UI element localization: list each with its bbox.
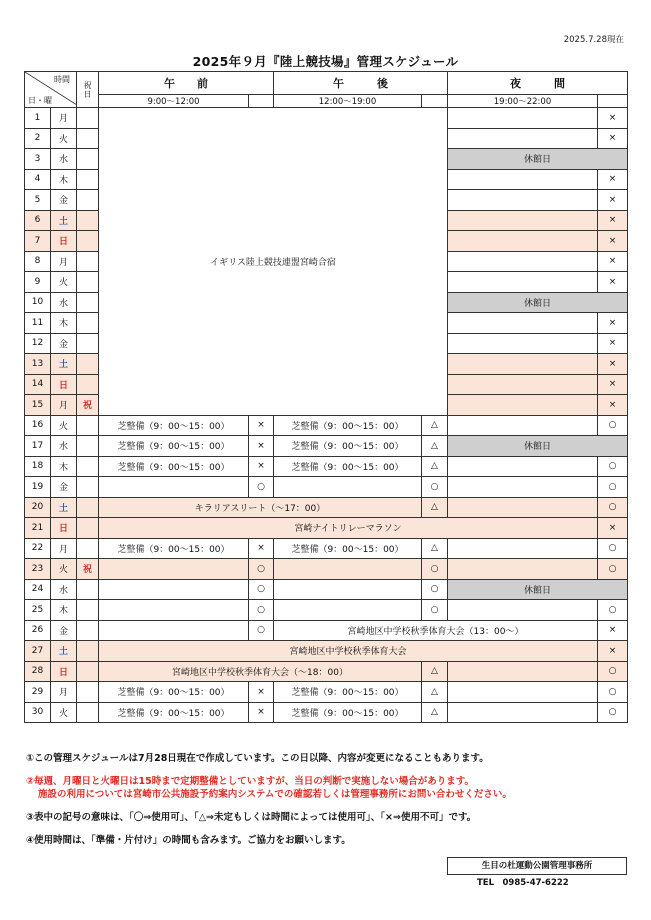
night-mark-cell: ○ (598, 661, 628, 682)
day-cell: 23 (25, 559, 51, 580)
morning-mark-header (249, 95, 274, 108)
night-activity-cell (448, 169, 598, 190)
holiday-cell (77, 620, 99, 641)
night-mark-cell: ○ (598, 682, 628, 703)
weekday-cell: 金 (51, 190, 77, 211)
day-cell: 6 (25, 210, 51, 231)
day-cell: 11 (25, 313, 51, 334)
weekday-cell: 金 (51, 333, 77, 354)
morning-activity-cell (99, 620, 249, 641)
office-tel: TEL 0985-47-6222 (477, 878, 569, 888)
weekday-cell: 土 (51, 354, 77, 375)
table-row (25, 108, 628, 129)
holiday-cell (77, 538, 99, 559)
holiday-cell (77, 682, 99, 703)
weekday-cell: 月 (51, 251, 77, 272)
day-cell: 4 (25, 169, 51, 190)
event-cell: キラリアスリート（～17：00） (99, 497, 422, 518)
holiday-cell (77, 641, 99, 662)
day-cell: 10 (25, 292, 51, 313)
night-mark-cell: × (598, 210, 628, 231)
day-cell: 7 (25, 231, 51, 252)
time-label: 時間 (54, 75, 70, 84)
weekday-cell: 土 (51, 641, 77, 662)
weekday-cell: 水 (51, 149, 77, 170)
holiday-cell (77, 190, 99, 211)
afternoon-activity-cell: 芝整備（9：00～15：00） (274, 415, 422, 436)
afternoon-mark-cell: △ (422, 702, 448, 723)
weekday-cell: 水 (51, 436, 77, 457)
day-cell: 25 (25, 600, 51, 621)
night-activity-cell (448, 600, 598, 621)
holiday-cell: 祝 (77, 395, 99, 416)
night-mark-cell: × (598, 190, 628, 211)
weekday-cell: 火 (51, 415, 77, 436)
morning-activity-cell: 芝整備（9：00～15：00） (99, 456, 249, 477)
night-activity-cell (448, 374, 598, 395)
holiday-cell (77, 661, 99, 682)
day-cell: 30 (25, 702, 51, 723)
holiday-cell (77, 210, 99, 231)
night-mark-cell: ○ (598, 559, 628, 580)
afternoon-activity-cell: 芝整備（9：00～15：00） (274, 456, 422, 477)
weekday-cell: 火 (51, 702, 77, 723)
night-mark-cell: ○ (598, 477, 628, 498)
day-cell: 27 (25, 641, 51, 662)
afternoon-mark-header (422, 95, 448, 108)
weekday-cell: 木 (51, 600, 77, 621)
schedule-table (24, 71, 628, 723)
morning-mark-cell: ○ (249, 559, 274, 580)
day-cell: 12 (25, 333, 51, 354)
night-mark-cell: × (598, 313, 628, 334)
holiday-cell (77, 456, 99, 477)
night-header: 夜 間 (448, 72, 628, 95)
holiday-cell (77, 477, 99, 498)
holiday-cell (77, 354, 99, 375)
day-cell: 3 (25, 149, 51, 170)
holiday-cell (77, 313, 99, 334)
night-mark-cell: ○ (598, 702, 628, 723)
night-activity-cell: 休館日 (448, 149, 628, 170)
night-activity-cell (448, 538, 598, 559)
night-activity-cell (448, 354, 598, 375)
day-cell: 1 (25, 108, 51, 129)
table-row (25, 436, 628, 457)
holiday-cell (77, 169, 99, 190)
holiday-cell (77, 251, 99, 272)
event-cell: イギリス陸上競技連盟宮崎合宿 (99, 108, 448, 416)
night-mark-cell: × (598, 395, 628, 416)
weekday-cell: 土 (51, 497, 77, 518)
notes (26, 752, 626, 857)
morning-activity-cell: 芝整備（9：00～15：00） (99, 415, 249, 436)
night-mark-cell: ○ (598, 456, 628, 477)
weekday-cell: 火 (51, 128, 77, 149)
note-1: ①この管理スケジュールは7月28日現在で作成しています。この日以降、内容が変更になることもあります。 (26, 753, 489, 764)
afternoon-mark-cell: ○ (422, 477, 448, 498)
weekday-cell: 火 (51, 272, 77, 293)
table-row (25, 497, 628, 518)
morning-activity-cell (99, 477, 249, 498)
holiday-cell (77, 579, 99, 600)
note-2-line2: 施設の利用については宮崎市公共施設予約案内システムでの確認若しくは管理事務所にお問い合わせください。 (38, 789, 512, 800)
holiday-cell (77, 436, 99, 457)
night-mark-cell: × (598, 354, 628, 375)
night-activity-cell (448, 661, 598, 682)
night-activity-cell (448, 456, 598, 477)
day-cell: 18 (25, 456, 51, 477)
holiday-cell (77, 374, 99, 395)
table-row (25, 579, 628, 600)
event-cell: 宮崎地区中学校秋季体育大会 (99, 641, 598, 662)
note-2-line1: ②毎週、月曜日と火曜日は15時まで定期整備としていますが、当日の判断で実施しない場合があります。 (26, 776, 475, 787)
morning-mark-cell: × (249, 415, 274, 436)
morning-activity-cell: 芝整備（9：00～15：00） (99, 436, 249, 457)
updated-date: 2025.7.28現在 (563, 35, 624, 45)
weekday-cell: 水 (51, 579, 77, 600)
day-cell: 9 (25, 272, 51, 293)
holiday-cell (77, 702, 99, 723)
afternoon-time: 12:00～19:00 (274, 95, 422, 108)
table-row (25, 620, 628, 641)
night-activity-cell (448, 210, 598, 231)
night-mark-cell: × (598, 128, 628, 149)
day-cell: 21 (25, 518, 51, 539)
morning-mark-cell: × (249, 456, 274, 477)
night-activity-cell (448, 497, 598, 518)
table-row (25, 518, 628, 539)
day-cell: 28 (25, 661, 51, 682)
afternoon-mark-cell: △ (422, 415, 448, 436)
night-mark-cell: × (598, 108, 628, 129)
event-cell: 宮崎地区中学校秋季体育大会（～18：00） (99, 661, 422, 682)
afternoon-activity-cell: 芝整備（9：00～15：00） (274, 682, 422, 703)
weekday-cell: 日 (51, 231, 77, 252)
night-activity-cell (448, 108, 598, 129)
morning-mark-cell: × (249, 436, 274, 457)
table-row (25, 559, 628, 580)
weekday-cell: 木 (51, 313, 77, 334)
weekday-cell: 土 (51, 210, 77, 231)
corner-header (25, 72, 77, 108)
night-mark-header (598, 95, 628, 108)
night-activity-cell: 休館日 (448, 579, 628, 600)
weekday-cell: 月 (51, 682, 77, 703)
night-activity-cell (448, 477, 598, 498)
morning-activity-cell: 芝整備（9：00～15：00） (99, 682, 249, 703)
weekday-cell: 木 (51, 456, 77, 477)
night-activity-cell (448, 313, 598, 334)
weekday-cell: 日 (51, 661, 77, 682)
day-cell: 22 (25, 538, 51, 559)
day-cell: 26 (25, 620, 51, 641)
day-cell: 2 (25, 128, 51, 149)
afternoon-activity-cell (274, 477, 422, 498)
afternoon-activity-cell (274, 559, 422, 580)
holiday-cell (77, 108, 99, 129)
weekday-cell: 水 (51, 292, 77, 313)
afternoon-activity-cell: 芝整備（9：00～15：00） (274, 702, 422, 723)
afternoon-mark-cell: ○ (422, 559, 448, 580)
day-cell: 20 (25, 497, 51, 518)
day-cell: 29 (25, 682, 51, 703)
event-cell: 宮崎地区中学校秋季体育大会（13：00～） (274, 620, 598, 641)
day-label: 日・曜 (28, 96, 52, 105)
night-mark-cell: ○ (598, 415, 628, 436)
night-time: 19:00～22:00 (448, 95, 598, 108)
night-mark-cell: × (598, 231, 628, 252)
night-activity-cell (448, 682, 598, 703)
afternoon-activity-cell (274, 579, 422, 600)
day-cell: 8 (25, 251, 51, 272)
holiday-header-label: 祝日 (83, 80, 92, 99)
afternoon-activity-cell: 芝整備（9：00～15：00） (274, 538, 422, 559)
table-row (25, 415, 628, 436)
night-mark-cell: × (598, 374, 628, 395)
night-mark-cell: × (598, 518, 628, 539)
morning-time: 9:00～12:00 (99, 95, 249, 108)
night-activity-cell (448, 395, 598, 416)
night-mark-cell: × (598, 272, 628, 293)
night-mark-cell: × (598, 641, 628, 662)
table-row (25, 477, 628, 498)
morning-mark-cell: × (249, 682, 274, 703)
afternoon-mark-cell: △ (422, 538, 448, 559)
day-cell: 19 (25, 477, 51, 498)
morning-activity-cell (99, 579, 249, 600)
weekday-cell: 金 (51, 620, 77, 641)
night-activity-cell (448, 333, 598, 354)
night-activity-cell (448, 128, 598, 149)
table-row (25, 641, 628, 662)
holiday-cell (77, 600, 99, 621)
afternoon-mark-cell: △ (422, 497, 448, 518)
weekday-cell: 日 (51, 518, 77, 539)
holiday-cell: 祝 (77, 559, 99, 580)
morning-activity-cell (99, 600, 249, 621)
night-activity-cell (448, 190, 598, 211)
weekday-cell: 月 (51, 395, 77, 416)
weekday-cell: 月 (51, 108, 77, 129)
day-cell: 5 (25, 190, 51, 211)
night-activity-cell (448, 702, 598, 723)
afternoon-activity-cell (274, 600, 422, 621)
day-cell: 24 (25, 579, 51, 600)
night-mark-cell: × (598, 333, 628, 354)
afternoon-activity-cell: 芝整備（9：00～15：00） (274, 436, 422, 457)
day-cell: 17 (25, 436, 51, 457)
table-row (25, 682, 628, 703)
morning-mark-cell: ○ (249, 579, 274, 600)
night-mark-cell: × (598, 620, 628, 641)
table-row (25, 456, 628, 477)
table-row (25, 702, 628, 723)
note-2 (26, 775, 626, 801)
afternoon-mark-cell: △ (422, 456, 448, 477)
weekday-cell: 火 (51, 559, 77, 580)
morning-mark-cell: × (249, 702, 274, 723)
night-mark-cell: × (598, 251, 628, 272)
night-activity-cell (448, 415, 598, 436)
holiday-cell (77, 231, 99, 252)
holiday-cell (77, 333, 99, 354)
holiday-cell (77, 272, 99, 293)
afternoon-mark-cell: ○ (422, 579, 448, 600)
table-row (25, 600, 628, 621)
event-cell: 宮崎ナイトリレーマラソン (99, 518, 598, 539)
morning-mark-cell: ○ (249, 600, 274, 621)
morning-mark-cell: × (249, 538, 274, 559)
weekday-cell: 日 (51, 374, 77, 395)
afternoon-mark-cell: ○ (422, 600, 448, 621)
night-activity-cell (448, 559, 598, 580)
day-cell: 16 (25, 415, 51, 436)
note-3: ③表中の記号の意味は、「〇⇒使用可」、「△⇒未定もしくは時間によっては使用可」、「×⇒使用不可」です。 (26, 812, 477, 823)
weekday-cell: 月 (51, 538, 77, 559)
table-row (25, 538, 628, 559)
holiday-header (77, 72, 99, 108)
morning-mark-cell: ○ (249, 477, 274, 498)
night-activity-cell: 休館日 (448, 292, 628, 313)
night-mark-cell: ○ (598, 600, 628, 621)
afternoon-mark-cell: △ (422, 682, 448, 703)
morning-header: 午 前 (99, 72, 274, 95)
morning-activity-cell (99, 559, 249, 580)
holiday-cell (77, 497, 99, 518)
night-activity-cell: 休館日 (448, 436, 628, 457)
afternoon-header: 午 後 (274, 72, 448, 95)
holiday-cell (77, 518, 99, 539)
afternoon-mark-cell: △ (422, 661, 448, 682)
day-cell: 14 (25, 374, 51, 395)
office-name: 生目の杜運動公園管理事務所 (447, 857, 627, 875)
night-mark-cell: ○ (598, 497, 628, 518)
holiday-cell (77, 415, 99, 436)
morning-activity-cell: 芝整備（9：00～15：00） (99, 702, 249, 723)
night-mark-cell: ○ (598, 538, 628, 559)
day-cell: 13 (25, 354, 51, 375)
weekday-cell: 金 (51, 477, 77, 498)
table-row (25, 661, 628, 682)
day-cell: 15 (25, 395, 51, 416)
night-activity-cell (448, 272, 598, 293)
afternoon-mark-cell: △ (422, 436, 448, 457)
night-activity-cell (448, 251, 598, 272)
morning-mark-cell: ○ (249, 620, 274, 641)
page-title: 2025年９月『陸上競技場』管理スケジュール (192, 54, 459, 69)
note-4: ④使用時間は、「準備・片付け」の時間も含みます。ご協力をお願いします。 (26, 835, 351, 846)
morning-activity-cell: 芝整備（9：00～15：00） (99, 538, 249, 559)
weekday-cell: 木 (51, 169, 77, 190)
night-activity-cell (448, 231, 598, 252)
holiday-cell (77, 128, 99, 149)
holiday-cell (77, 292, 99, 313)
night-mark-cell: × (598, 169, 628, 190)
holiday-cell (77, 149, 99, 170)
